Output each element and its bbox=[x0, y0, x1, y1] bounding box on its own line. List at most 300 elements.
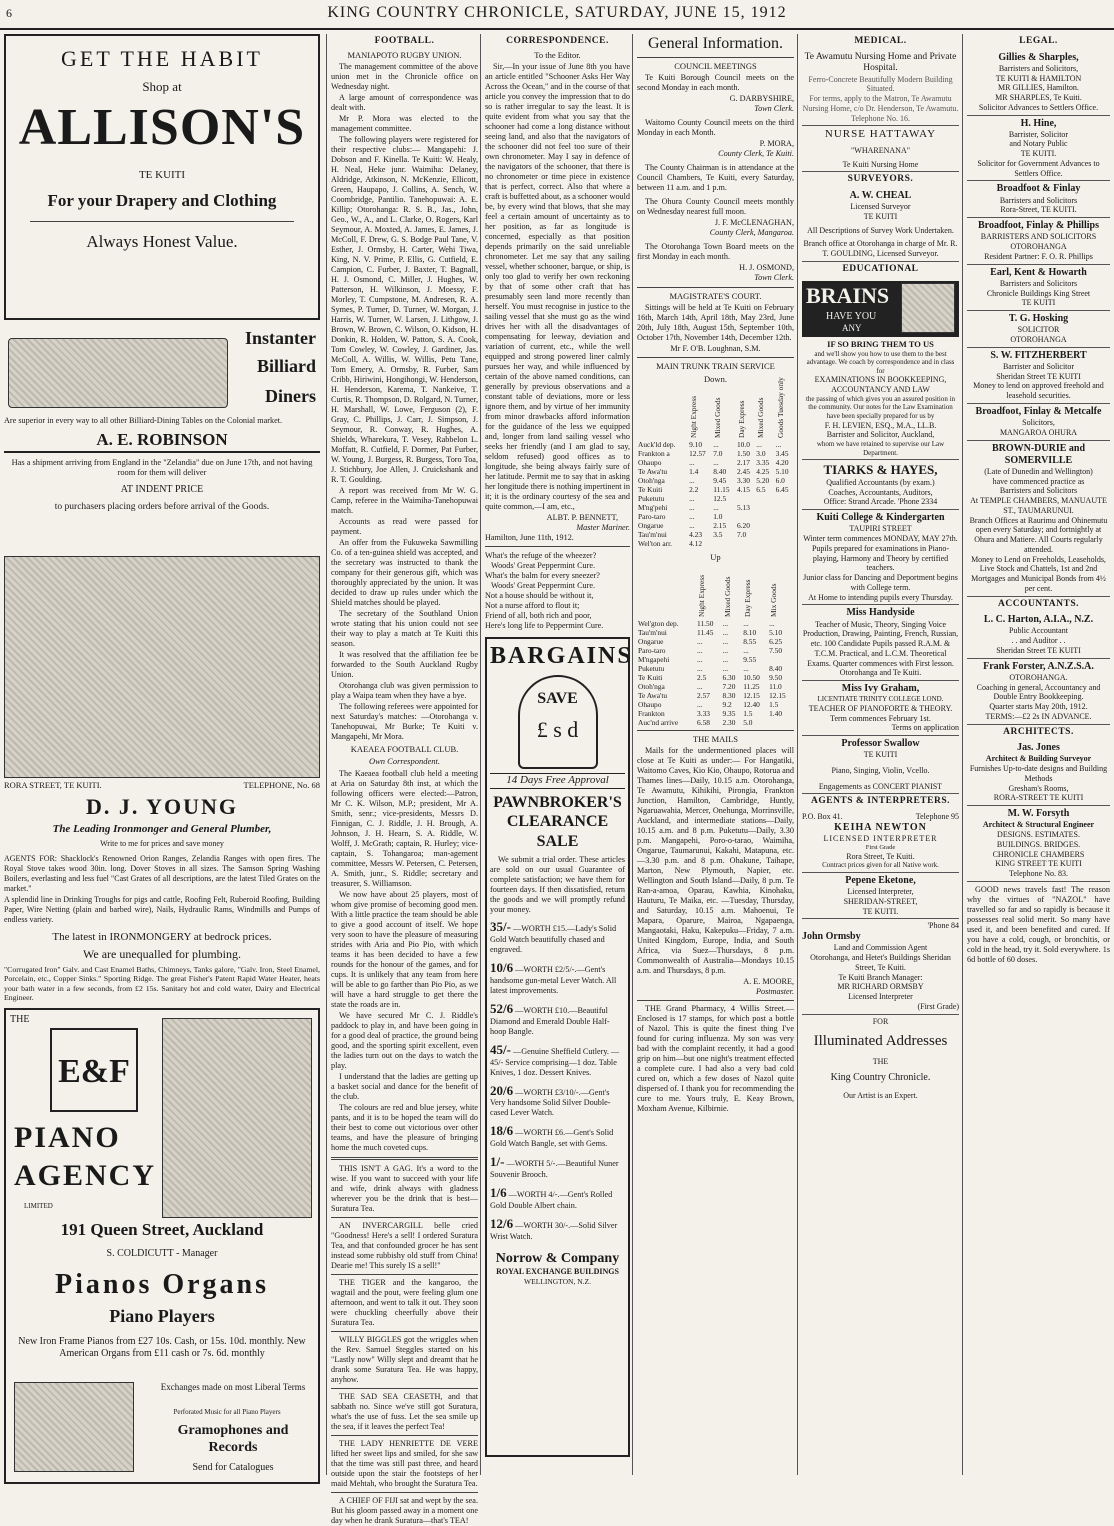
football-para: An offer from the Fukuweka Sawmilling Co. of a ten-guinea shield was accepted, and the secretary was instructed to thank the company for their generous gift, which was thoroughly appreciated by the union. It was decided to draw up rules under which the Shield matches should be played. bbox=[331, 537, 478, 607]
council-role: Town Clerk. bbox=[754, 272, 794, 282]
timetable-station: Tau'm'nui bbox=[638, 530, 667, 540]
timetable-row bbox=[637, 485, 794, 494]
forsyth-card bbox=[967, 806, 1110, 882]
train-service-heading: MAIN TRUNK TRAIN SERVICE bbox=[656, 361, 775, 372]
verse-line: Woods' Great Peppermint Cure. bbox=[491, 560, 596, 570]
eketone-line: SHERIDAN-STREET, bbox=[843, 896, 918, 906]
legal-card-line: Barrister and Solicitor bbox=[1002, 361, 1075, 371]
billiard-word-billiard: Billiard bbox=[256, 356, 316, 376]
column-legal bbox=[962, 34, 1110, 1475]
bargain-desc: —WORTH 5/-.—Beautiful Nuner Souvenir Brooch. bbox=[490, 1159, 619, 1180]
pawnbroker-terms: We submit a trial order. These articles are sold on our usual Guarantee of complete satisfaction; we have them for fourteen days. If then dissatisfied, return the goods and we will promptly refund your money. bbox=[490, 855, 625, 915]
timetable-time: ... bbox=[697, 681, 703, 691]
legal-card-line: OTOROHANGA bbox=[1010, 334, 1067, 344]
legal-firm-name: S. W. FITZHERBERT bbox=[990, 349, 1087, 361]
timetable-time: 8.40 bbox=[713, 467, 727, 477]
timetable-time: ... bbox=[756, 439, 762, 449]
billiard-word-diners: Diners bbox=[265, 386, 316, 406]
jones-card bbox=[967, 740, 1110, 806]
bargain-desc: —Genuine Sheffield Cutlery. —45/- Service comprising—1 doz. Table Knives, 1 doz. Dessert Knives. bbox=[490, 1046, 620, 1077]
timetable-time: ... bbox=[697, 645, 703, 655]
legal-firm-name: BROWN-DURIE and SOMERVILLE bbox=[991, 442, 1086, 466]
timetable-station: Te Kuiti bbox=[638, 672, 663, 682]
football-para: It was resolved that the affiliation fee be forwarded to the South Auckland Rugby Union. bbox=[331, 649, 478, 679]
bargain-item bbox=[490, 1185, 625, 1211]
council-notice bbox=[637, 197, 794, 238]
kaeaea-para: I understand that the ladies are getting up a basket social and dance for the benefit of the club. bbox=[331, 1071, 478, 1101]
jones-line: RORA-STREET TE KUITI bbox=[993, 793, 1084, 803]
timetable-station: Frankton bbox=[638, 709, 665, 719]
piano-limited: LIMITED bbox=[24, 1202, 53, 1210]
bargain-desc: —WORTH 30/-.—Solid Silver Wrist Watch. bbox=[490, 1221, 618, 1241]
timetable-time bbox=[775, 494, 794, 503]
timetable-time: 3.45 bbox=[775, 449, 789, 459]
council-role: Town Clerk. bbox=[754, 103, 794, 113]
young-advert bbox=[4, 780, 320, 1008]
timetable-time: 12.15 bbox=[743, 691, 760, 700]
timetable-row bbox=[637, 709, 794, 718]
billiard-dealer: A. E. ROBINSON bbox=[4, 430, 320, 453]
bargains-title: BARGAINS bbox=[490, 642, 633, 669]
timetable-time bbox=[736, 539, 755, 548]
timetable-station: Wel'gton dep. bbox=[638, 618, 679, 628]
timetable-station: Ongarue bbox=[638, 636, 664, 646]
up-timetable bbox=[637, 565, 794, 727]
council-role: County Clerk, Te Kuiti. bbox=[718, 148, 794, 158]
forsyth-line: DESIGNS. ESTIMATES. bbox=[997, 830, 1080, 840]
newton-line: Rora Street, Te Kuiti. bbox=[846, 851, 915, 861]
timetable-time: 10.0 bbox=[736, 439, 750, 449]
timetable-time: ... bbox=[722, 663, 729, 673]
legal-firm-name: Gillies & Sharples, bbox=[998, 51, 1079, 63]
verse-line: What's the balm for every sneezer? bbox=[485, 570, 600, 580]
timetable-time: 8.10 bbox=[743, 627, 757, 637]
timetable-station: Auck'ld dep. bbox=[638, 439, 676, 449]
bargain-item bbox=[490, 1123, 625, 1149]
bargain-price: 45/- bbox=[490, 1041, 511, 1057]
verse-line: What's the refuge of the wheezer? bbox=[485, 550, 597, 560]
timetable-time: 6.58 bbox=[697, 718, 710, 728]
kaeaea-heading: KAEAEA FOOTBALL CLUB. bbox=[350, 743, 459, 754]
timetable-time: 1.4 bbox=[689, 467, 699, 477]
timetable-station: M'ngapehi bbox=[638, 654, 670, 664]
harton-line: Public Accountant bbox=[1009, 626, 1068, 636]
illum-the: THE bbox=[872, 1056, 889, 1066]
timetable-time: 5.13 bbox=[736, 503, 750, 513]
suratura-ad: AN INVERCARGILL belle cried "Goodness! Here's a sell! I ordered Suratura Tea, and that confounded grocer he has sent instead some rubbishy old stuff from China! Dearie me! This surely IS a sell!" bbox=[331, 1220, 478, 1270]
council-sig: H. J. OSMOND, bbox=[739, 262, 794, 272]
timetable-time: 7.0 bbox=[713, 449, 723, 459]
legal-firm-name: Broadfoot & Finlay bbox=[996, 183, 1081, 195]
brains-bring: IF SO BRING THEM TO US bbox=[827, 339, 934, 350]
newton-line: LICENSED INTERPRETER bbox=[823, 834, 938, 843]
football-para: The following referees were appointed for next Saturday's matches: —Otorohanga v. Tanehopuwai, Mr Burke; Te Kuiti v. Mangapehi, Mr Mora. bbox=[331, 701, 478, 741]
piano-manager: S. COLDICUTT - Manager bbox=[106, 1248, 218, 1259]
piano-the: THE bbox=[10, 1014, 30, 1025]
illuminated-addresses-card bbox=[802, 1015, 959, 1103]
timetable-station: Te Kuiti bbox=[638, 485, 663, 495]
hardware-store-image bbox=[4, 556, 320, 778]
timetable-time: 11.25 bbox=[743, 681, 760, 691]
page-number: 6 bbox=[6, 6, 13, 20]
newton-box: P.O. Box 41. bbox=[802, 812, 843, 822]
council-text: The Otorohanga Town Board meets on the first Monday in each month. bbox=[637, 241, 794, 261]
train-down-heading: Down. bbox=[704, 373, 727, 384]
young-name: D. J. YOUNG bbox=[86, 794, 238, 820]
surveyors-heading: SURVEYORS. bbox=[847, 174, 914, 185]
timetable-time bbox=[775, 512, 794, 521]
general-info-heading: General Information. bbox=[647, 35, 784, 52]
timetable-time: 12.15 bbox=[769, 691, 786, 700]
piano-logo: E&F bbox=[50, 1028, 138, 1112]
timetable-time: 11.50 bbox=[697, 618, 714, 628]
eketone-name: Pepene Eketone, bbox=[845, 874, 916, 886]
ormsby-name: John Ormsby bbox=[802, 931, 861, 943]
timetable-time: ... bbox=[769, 618, 775, 628]
legal-card-line: SOLICITOR bbox=[1017, 325, 1060, 335]
bargain-item bbox=[490, 1154, 625, 1180]
kaeaea-para: We now have about 25 players, most of whom give promise of becoming good men. With a little practice the team should be able to give a good account of itself. We hope very soon to have the pleasure of measuring strides with Aria and Pio Pio, with which teams it has been decided to have a few rounds for the honour of the games, and for cups. It is unlikely that any team from here will be able to go farther than Pio Pio, as we will have a hard struggle to get there the state the roads are in. bbox=[331, 889, 478, 1009]
forsyth-line: Telephone No. 83. bbox=[1009, 869, 1068, 879]
legal-card-line: Barristers and Solicitors bbox=[999, 278, 1078, 288]
newton-name: KEIHA NEWTON bbox=[834, 821, 927, 833]
suratura-ad: WILLY BIGGLES got the wriggles when the Rev. Samuel Steggles started on his "Lastly now" Willy slept and dreamt that he drank some Suratura Tea. He was happy, anyhow. bbox=[331, 1334, 478, 1384]
legal-card-line: Branch Offices at Raurimu and Ohinemutu open every Saturday; and fortnightly at Ohura and Matiere. All Courts regularly attended. bbox=[969, 515, 1108, 554]
timetable-time: ... bbox=[722, 627, 729, 637]
timetable-time: 8.55 bbox=[743, 636, 757, 646]
graham-line: LICENTIATE TRINITY COLLEGE LOND. bbox=[817, 695, 944, 704]
timetable-time: 8.40 bbox=[769, 663, 783, 673]
bargain-desc: —WORTH £15.—Lady's Solid Gold Watch beautifully chased and engraved. bbox=[490, 924, 617, 955]
forster-line: Coaching in general, Accountancy and Double Entry Bookkeeping. bbox=[976, 682, 1101, 702]
timetable-time: ... bbox=[697, 654, 703, 664]
timetable-row bbox=[637, 449, 794, 458]
cheal-line: TE KUITI bbox=[863, 211, 898, 221]
timetable-row bbox=[637, 539, 794, 548]
illum-for: FOR bbox=[872, 1016, 889, 1026]
tiarks-line: Coaches, Accountants, Auditors, bbox=[828, 487, 933, 497]
timetable-time: ... bbox=[722, 636, 729, 646]
timetable-time: 12.57 bbox=[689, 449, 706, 459]
college-line: Pupils prepared for examinations in Piano-playing, Harmony and Theory by certified teachers. bbox=[811, 543, 950, 573]
forsyth-line: KING STREET TE KUITI bbox=[995, 859, 1082, 869]
timetable-row bbox=[637, 458, 794, 467]
forster-line: OTOROHANGA. bbox=[1009, 672, 1068, 682]
timetable-time: 4.12 bbox=[689, 539, 703, 549]
football-para: Otorohanga club was given permission to play a Waipa team when they have a bye. bbox=[331, 680, 478, 700]
legal-card-line: MR SHARPLES, Te Kuiti. bbox=[995, 93, 1082, 103]
correspondence-heading: CORRESPONDENCE. bbox=[506, 36, 609, 46]
bargain-desc: —WORTH 4/-.—Gent's Rolled Gold Double Albert chain. bbox=[490, 1190, 613, 1211]
ormsby-line: Land and Commission Agent bbox=[833, 943, 928, 953]
young-plumbing: We are unequalled for plumbing. bbox=[83, 947, 241, 961]
allisons-shop-at: Shop at bbox=[142, 78, 182, 94]
save-label: SAVE bbox=[537, 690, 578, 708]
legal-card-line: (Late of Dunedin and Wellington) bbox=[984, 466, 1093, 476]
timetable-time: 3.5 bbox=[713, 530, 723, 540]
brains-word: BRAINS bbox=[806, 283, 890, 309]
football-para: Mr P. Mora was elected to the management committee. bbox=[331, 113, 478, 133]
bargain-item bbox=[490, 1216, 625, 1242]
timetable-time: ... bbox=[743, 645, 749, 655]
forsyth-line: BUILDINGS. BRIDGES. bbox=[996, 839, 1081, 849]
football-para: The management committee of the above union met in the Chronicle office on Wednesday night. bbox=[331, 61, 478, 91]
timetable-time: 9.45 bbox=[713, 476, 727, 486]
up-col-header: Night Express bbox=[697, 574, 707, 617]
harton-line: . . and Auditor . . bbox=[1011, 636, 1066, 646]
verse-line: Woods' Great Peppermint Cure. bbox=[491, 580, 596, 590]
legal-card-line: OTOROHANGA bbox=[1010, 242, 1067, 252]
timetable-station: Tau'm'nui bbox=[638, 627, 667, 637]
piano-word: PIANO bbox=[14, 1121, 121, 1154]
timetable-time: 3.30 bbox=[736, 476, 750, 486]
bargain-item bbox=[490, 1042, 625, 1078]
nursing-home-card bbox=[802, 50, 959, 127]
pianist-illustration bbox=[162, 1018, 312, 1218]
harton-card bbox=[967, 612, 1110, 658]
timetable-station: Paro-taro bbox=[638, 512, 666, 522]
down-col-header: Night Express bbox=[689, 395, 699, 438]
illum-artist: Our Artist is an Expert. bbox=[843, 1090, 918, 1100]
timetable-time: 6.45 bbox=[775, 485, 789, 495]
billiard-desc: Are superior in every way to all other Billiard-Dining Tables on the Colonial market. bbox=[4, 416, 283, 425]
face-illustration bbox=[901, 283, 955, 333]
newton-line: First Grade bbox=[865, 843, 896, 851]
timetable-station: Puketutu bbox=[638, 494, 665, 504]
hospital-title: Te Awamutu Nursing Home and Private Hospital. bbox=[804, 51, 957, 74]
masthead bbox=[0, 4, 1114, 30]
timetable-time: ... bbox=[722, 645, 729, 655]
magistrates-court-heading: MAGISTRATE'S COURT. bbox=[669, 290, 762, 301]
timetable-time bbox=[755, 494, 774, 503]
suratura-ad: A CHIEF OF FIJI sat and wept by the sea. But his gloom passed away in a moment one day when he drank Suratura—that's TEA! bbox=[331, 1495, 478, 1525]
up-col-header: Day Express bbox=[743, 579, 753, 617]
tiarks-line: Qualified Accountants (by exam.) bbox=[826, 477, 935, 487]
council-sig: J. F. McCLENAGHAN, bbox=[714, 217, 794, 227]
piano-offer: New Iron Frame Pianos from £27 10s. Cash, or 15s. 10d. monthly. New American Organs from £11 cash or 7s. 6d. monthly bbox=[18, 1336, 306, 1360]
newton-telephone: Telephone 95 bbox=[915, 812, 959, 822]
timetable-time bbox=[755, 530, 774, 539]
up-col-header: Mix Goods bbox=[769, 583, 779, 617]
young-street: RORA STREET, TE KUITI. bbox=[4, 780, 102, 790]
down-col-header: Goods Tuesday only bbox=[775, 377, 785, 438]
legal-heading: LEGAL. bbox=[1019, 36, 1058, 46]
norrow-address: ROYAL EXCHANGE BUILDINGS bbox=[496, 1266, 619, 1276]
timetable-time bbox=[768, 655, 794, 664]
legal-card bbox=[967, 181, 1110, 218]
timetable-row bbox=[637, 521, 794, 530]
timetable-time: 9.35 bbox=[722, 709, 736, 719]
pound-shilling-pence-icon: £ s d bbox=[536, 716, 579, 742]
timetable-time: ... bbox=[697, 663, 703, 673]
legal-card-line: Resident Partner: F. O. R. Phillips bbox=[984, 251, 1093, 261]
billiard-indent: AT INDENT PRICE bbox=[120, 484, 204, 495]
cheal-line: All Descriptions of Survey Work Undertaken. bbox=[807, 225, 954, 235]
kuiti-college-card bbox=[802, 510, 959, 605]
brains-line: F. H. LEVIEN, ESQ., M.A., LL.B. bbox=[824, 420, 937, 430]
bargain-price: 52/6 bbox=[490, 1000, 514, 1016]
council-meetings-heading: COUNCIL MEETINGS bbox=[674, 60, 757, 71]
jones-name: Jas. Jones bbox=[1017, 742, 1060, 754]
legal-firm-name: Broadfoot, Finlay & Phillips bbox=[978, 220, 1099, 232]
ivy-graham-card bbox=[802, 681, 959, 736]
legal-card-line: TE KUITI. bbox=[1020, 149, 1057, 159]
newton-line: Contract prices given for all Native work. bbox=[822, 861, 939, 870]
allisons-place: TE KUITI bbox=[138, 169, 186, 182]
eketone-card bbox=[802, 873, 959, 919]
kaeaea-correspondent: Own Correspondent. bbox=[369, 756, 440, 767]
harton-name: L. C. Harton, A.I.A., N.Z. bbox=[983, 614, 1094, 626]
piano-perforated: Perforated Music for all Piano Players bbox=[173, 1408, 281, 1416]
letter-date: Hamilton, June 11th, 1912. bbox=[485, 532, 574, 542]
verse-line: Friend of all, both rich and poor, bbox=[485, 610, 592, 620]
timetable-station: Te Awa'tu bbox=[638, 691, 668, 700]
timetable-time bbox=[755, 539, 774, 548]
timetable-station: Te Awa'tu bbox=[638, 467, 668, 477]
train-up-heading: Up bbox=[710, 552, 721, 563]
timetable-row bbox=[637, 440, 794, 449]
legal-card-line: Barrister, Solicitor bbox=[1008, 129, 1069, 139]
legal-cards bbox=[967, 50, 1110, 597]
young-tagline: The Leading Ironmonger and General Plumber, bbox=[52, 823, 272, 836]
council-notice bbox=[637, 73, 794, 114]
legal-card bbox=[967, 218, 1110, 264]
allisons-tagline: For your Drapery and Clothing bbox=[47, 190, 277, 210]
timetable-time: 2.17 bbox=[736, 458, 750, 468]
save-badge bbox=[518, 675, 598, 769]
brains-advert bbox=[802, 277, 959, 460]
pawnbroker-title: PAWNBROKER'S bbox=[493, 793, 622, 811]
timetable-time: 6.30 bbox=[722, 672, 736, 682]
educational-heading: EDUCATIONAL bbox=[842, 263, 919, 274]
legal-card bbox=[967, 265, 1110, 311]
timetable-row bbox=[637, 655, 794, 664]
timetable-time: 5.0 bbox=[743, 718, 753, 728]
swallow-card bbox=[802, 736, 959, 794]
legal-card-line: Barristers and Solicitors bbox=[999, 486, 1078, 496]
brains-line: whom we have retained to supervise our Law Department. bbox=[816, 440, 945, 457]
suratura-ad: THE LADY HENRIETTE DE VERE lifted her sweet lips and smiled, for she saw that the time was still past three, and heard outside upon the stair the footsteps of her maid Mehtah, who brought the Suratura Tea. bbox=[331, 1438, 478, 1488]
timetable-time: 12.40 bbox=[743, 700, 760, 710]
council-notice bbox=[637, 118, 794, 159]
legal-card-line: Money to lend on approved freehold and leasehold securities. bbox=[973, 381, 1104, 401]
norrow-company: Norrow & Company bbox=[495, 1250, 620, 1266]
council-text: The Ohura County Council meets monthly on Wednesday nearest full moon. bbox=[637, 196, 794, 216]
mails-role: Postmaster. bbox=[756, 987, 794, 997]
timetable-row bbox=[637, 682, 794, 691]
forster-name: Frank Forster, A.N.Z.S.A. bbox=[983, 660, 1094, 672]
timetable-time: 11.15 bbox=[713, 485, 730, 495]
graham-line: TEACHER OF PIANOFORTE & THEORY. bbox=[808, 703, 953, 713]
timetable-time: 3.35 bbox=[756, 458, 770, 468]
council-notice bbox=[637, 242, 794, 283]
bargain-item bbox=[490, 1001, 625, 1037]
timetable-time bbox=[736, 494, 755, 503]
timetable-row bbox=[637, 637, 794, 646]
graham-name: Miss Ivy Graham, bbox=[841, 683, 920, 695]
legal-card-line: MANGAROA OHURA bbox=[999, 427, 1078, 437]
legal-card-line: TE KUITI bbox=[1021, 298, 1056, 308]
timetable-time: 9.55 bbox=[743, 654, 757, 664]
swallow-line: TE KUITI bbox=[863, 750, 898, 760]
timetable-time: 2.2 bbox=[689, 485, 699, 495]
timetable-time: 5.10 bbox=[775, 467, 789, 477]
timetable-time: 4.15 bbox=[736, 485, 750, 495]
forsyth-line: CHRONICLE CHAMBERS bbox=[992, 849, 1085, 859]
brains-have-you: HAVE YOU bbox=[826, 311, 877, 323]
hospital-building: Ferro-Concrete Beautifully Modern Building Situated. bbox=[808, 74, 953, 94]
legal-card-line: At TEMPLE CHAMBERS, MANUAUTE ST., TAUMARUNUI. bbox=[970, 496, 1107, 515]
bargain-item bbox=[490, 919, 625, 955]
bargain-item bbox=[490, 960, 625, 996]
clearance-title: CLEARANCE bbox=[506, 813, 609, 831]
council-text: Waitomo County Council meets on the third Monday in each Month. bbox=[637, 117, 794, 137]
cheal-line: Branch office at Otorohanga in charge of Mr. R. T. GOULDING, Licensed Surveyor. bbox=[803, 239, 958, 259]
legal-card bbox=[967, 50, 1110, 116]
piano-players: Piano Players bbox=[109, 1306, 215, 1326]
billiard-word-instanter: Instanter bbox=[245, 328, 316, 348]
kaeaea-para: The Kaeaea football club held a meeting at Aria on Saturday 8th inst, at which the following officers were elected:—Patron, Mr C. K. Wilson, M.P.; president, Mr A. Smith, senr.; vice-presidents, Messrs D. Finnigan, C. J. Riddle, J. H. Brough, A. Johnson, J. H. Hearn, S. A. Riddle, W. Wolff, J. McGrath; captain, R. Hurley; vice-captain, S. Tohangaroa; man-agement committee, Messrs W. Petersen, C. Petersen, A. Smith, junr., S. Riddle; secretary and treasurer, S. Williamson. bbox=[331, 768, 478, 888]
bargain-desc: —WORTH £10.—Beautiful Diamond and Emerald Double Half-hoop Bangle. bbox=[490, 1005, 610, 1036]
peppermint-verse bbox=[485, 551, 630, 631]
legal-card bbox=[967, 404, 1110, 441]
verse-line: Not a nurse afford to flout it; bbox=[485, 600, 580, 610]
timetable-time: 9.50 bbox=[769, 672, 783, 682]
bargain-desc: —WORTH £3/10/-.—Gent's Very handsome Solid Silver Double-cased Lever Watch. bbox=[490, 1087, 611, 1118]
tiarks-name: TIARKS & HAYES, bbox=[823, 462, 938, 478]
down-col-header: Day Express bbox=[736, 400, 746, 438]
timetable-time: 3.33 bbox=[697, 709, 710, 719]
jones-line: Furnishes Up-to-date designs and Building Methods bbox=[969, 764, 1108, 783]
nazol-testimonial: THE Grand Pharmacy, 4 Willis Street.—Enclosed is 17 stamps, for which post a bottle of Nazol. This is quite the finest thing I've found for curing influenza. My son was very bad with the complaint recently, it had a good grip on him—but one night's treatment effected a complete cure. I had also a very bad cold cured on, which a few doses of Nazol quite dispersed of. I thank you for recommending the cure to me. Yours truly, E. Keay Brown, Moxham Avenue, Kilbirnie. bbox=[637, 1004, 794, 1114]
legal-card-line: Barristers and Solicitors bbox=[999, 195, 1078, 205]
brains-line: Barrister and Solicitor, Auckland, bbox=[826, 430, 935, 440]
legal-firm-name: H. Hine, bbox=[1020, 117, 1057, 129]
timetable-time: ... bbox=[713, 503, 719, 513]
timetable-row bbox=[637, 512, 794, 521]
timetable-time: 11.45 bbox=[697, 627, 714, 637]
piano-catalogues: Send for Catalogues bbox=[192, 1462, 274, 1473]
council-notice bbox=[637, 163, 794, 193]
timetable-station: Paro-taro bbox=[638, 645, 666, 655]
legal-card bbox=[967, 311, 1110, 348]
bargain-price: 12/6 bbox=[490, 1216, 514, 1232]
college-name: Kuiti College & Kindergarten bbox=[816, 512, 945, 524]
young-latest: The latest in IRONMONGERY at bedrock prices. bbox=[52, 930, 272, 943]
timetable-time bbox=[775, 530, 794, 539]
brains-any: ANY bbox=[842, 323, 862, 334]
ormsby-line: MR RICHARD ORMSBY bbox=[837, 982, 924, 992]
timetable-station: Ohaupo bbox=[638, 458, 662, 468]
gramophones-records: Gramophones and Records bbox=[177, 1423, 289, 1456]
tiarks-hayes-card bbox=[802, 460, 959, 510]
billiard-table-image bbox=[8, 338, 228, 408]
timetable-time: ... bbox=[743, 663, 749, 673]
bargain-price: 1/6 bbox=[490, 1185, 507, 1201]
bargain-desc: —WORTH £6.—Gent's Solid Gold Watch Bangle, set with Gems. bbox=[490, 1128, 614, 1149]
timetable-time: ... bbox=[689, 503, 695, 513]
verse-line: Not a house should be without it, bbox=[485, 590, 594, 600]
accountants-heading: ACCOUNTANTS. bbox=[997, 598, 1080, 609]
bargain-price: 20/6 bbox=[490, 1082, 514, 1098]
piano-address: 191 Queen Street, Auckland bbox=[60, 1220, 264, 1239]
nurse-name: NURSE HATTAWAY bbox=[824, 128, 937, 141]
college-line: Junior class for Dancing and Deportment begins with College term. bbox=[803, 573, 958, 592]
nurse-place: Te Kuiti Nursing Home bbox=[842, 159, 919, 169]
timetable-time: 6.0 bbox=[775, 476, 785, 486]
agency-word: AGENCY bbox=[14, 1159, 157, 1192]
council-sig: P. MORA, bbox=[759, 138, 794, 148]
